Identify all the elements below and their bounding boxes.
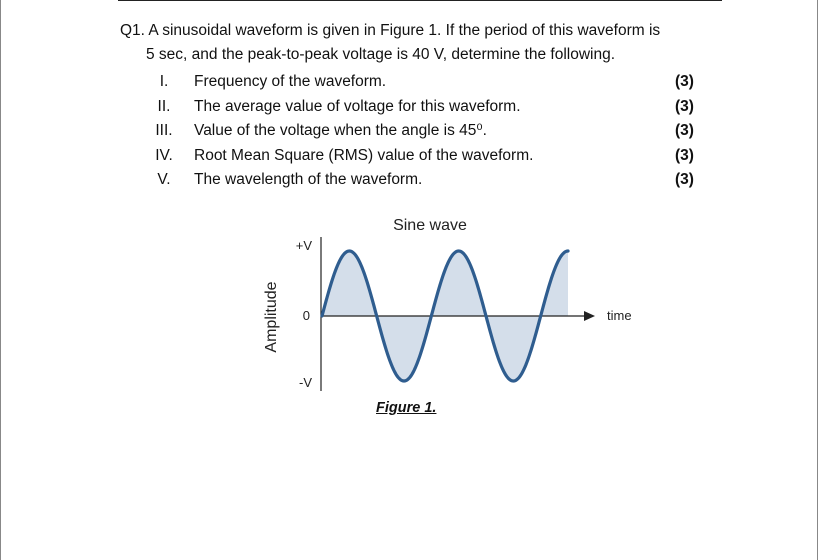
chart-title: Sine wave — [393, 217, 467, 234]
item-marks: (3) — [675, 146, 694, 164]
item-marks: (3) — [675, 97, 694, 115]
item-text: Value of the voltage when the angle is 45⁰. — [194, 122, 487, 139]
question-item — [146, 119, 746, 144]
y-tick-label-pos: +V — [295, 238, 312, 253]
question-line-2: 5 sec, and the peak-to-peak voltage is 40 V, determine the following. — [146, 46, 616, 63]
item-marks: (3) — [675, 171, 694, 188]
y-tick-label-neg: -V — [299, 375, 312, 390]
figure-caption: Figure 1. — [376, 400, 437, 416]
question-item — [146, 95, 746, 120]
x-axis-arrowhead — [584, 311, 595, 321]
page-left-border — [0, 0, 1, 560]
question-item — [146, 144, 746, 169]
item-number: I. — [159, 73, 169, 90]
item-text: Frequency of the waveform. — [194, 73, 387, 90]
top-rule — [118, 0, 722, 1]
item-marks: (3) — [675, 73, 694, 90]
item-number: II. — [157, 97, 171, 115]
y-tick-label-zero: 0 — [302, 308, 310, 323]
sine-wave-figure — [250, 205, 670, 430]
item-text: The average value of voltage for this waveform. — [194, 97, 521, 115]
item-number: IV. — [155, 146, 173, 164]
question-item — [146, 168, 746, 193]
item-number: III. — [155, 122, 173, 139]
item-number: V. — [157, 171, 171, 188]
y-axis-label: Amplitude — [263, 281, 280, 353]
x-axis-label: time — [607, 308, 632, 323]
question-stem — [120, 19, 736, 67]
question-item — [146, 70, 746, 95]
question-line-1: Q1. A sinusoidal waveform is given in Figure 1. If the period of this waveform is — [120, 22, 661, 39]
question-items — [146, 70, 746, 193]
item-text: Root Mean Square (RMS) value of the waveform. — [194, 146, 534, 164]
item-marks: (3) — [675, 122, 694, 139]
item-text: The wavelength of the waveform. — [194, 171, 423, 188]
